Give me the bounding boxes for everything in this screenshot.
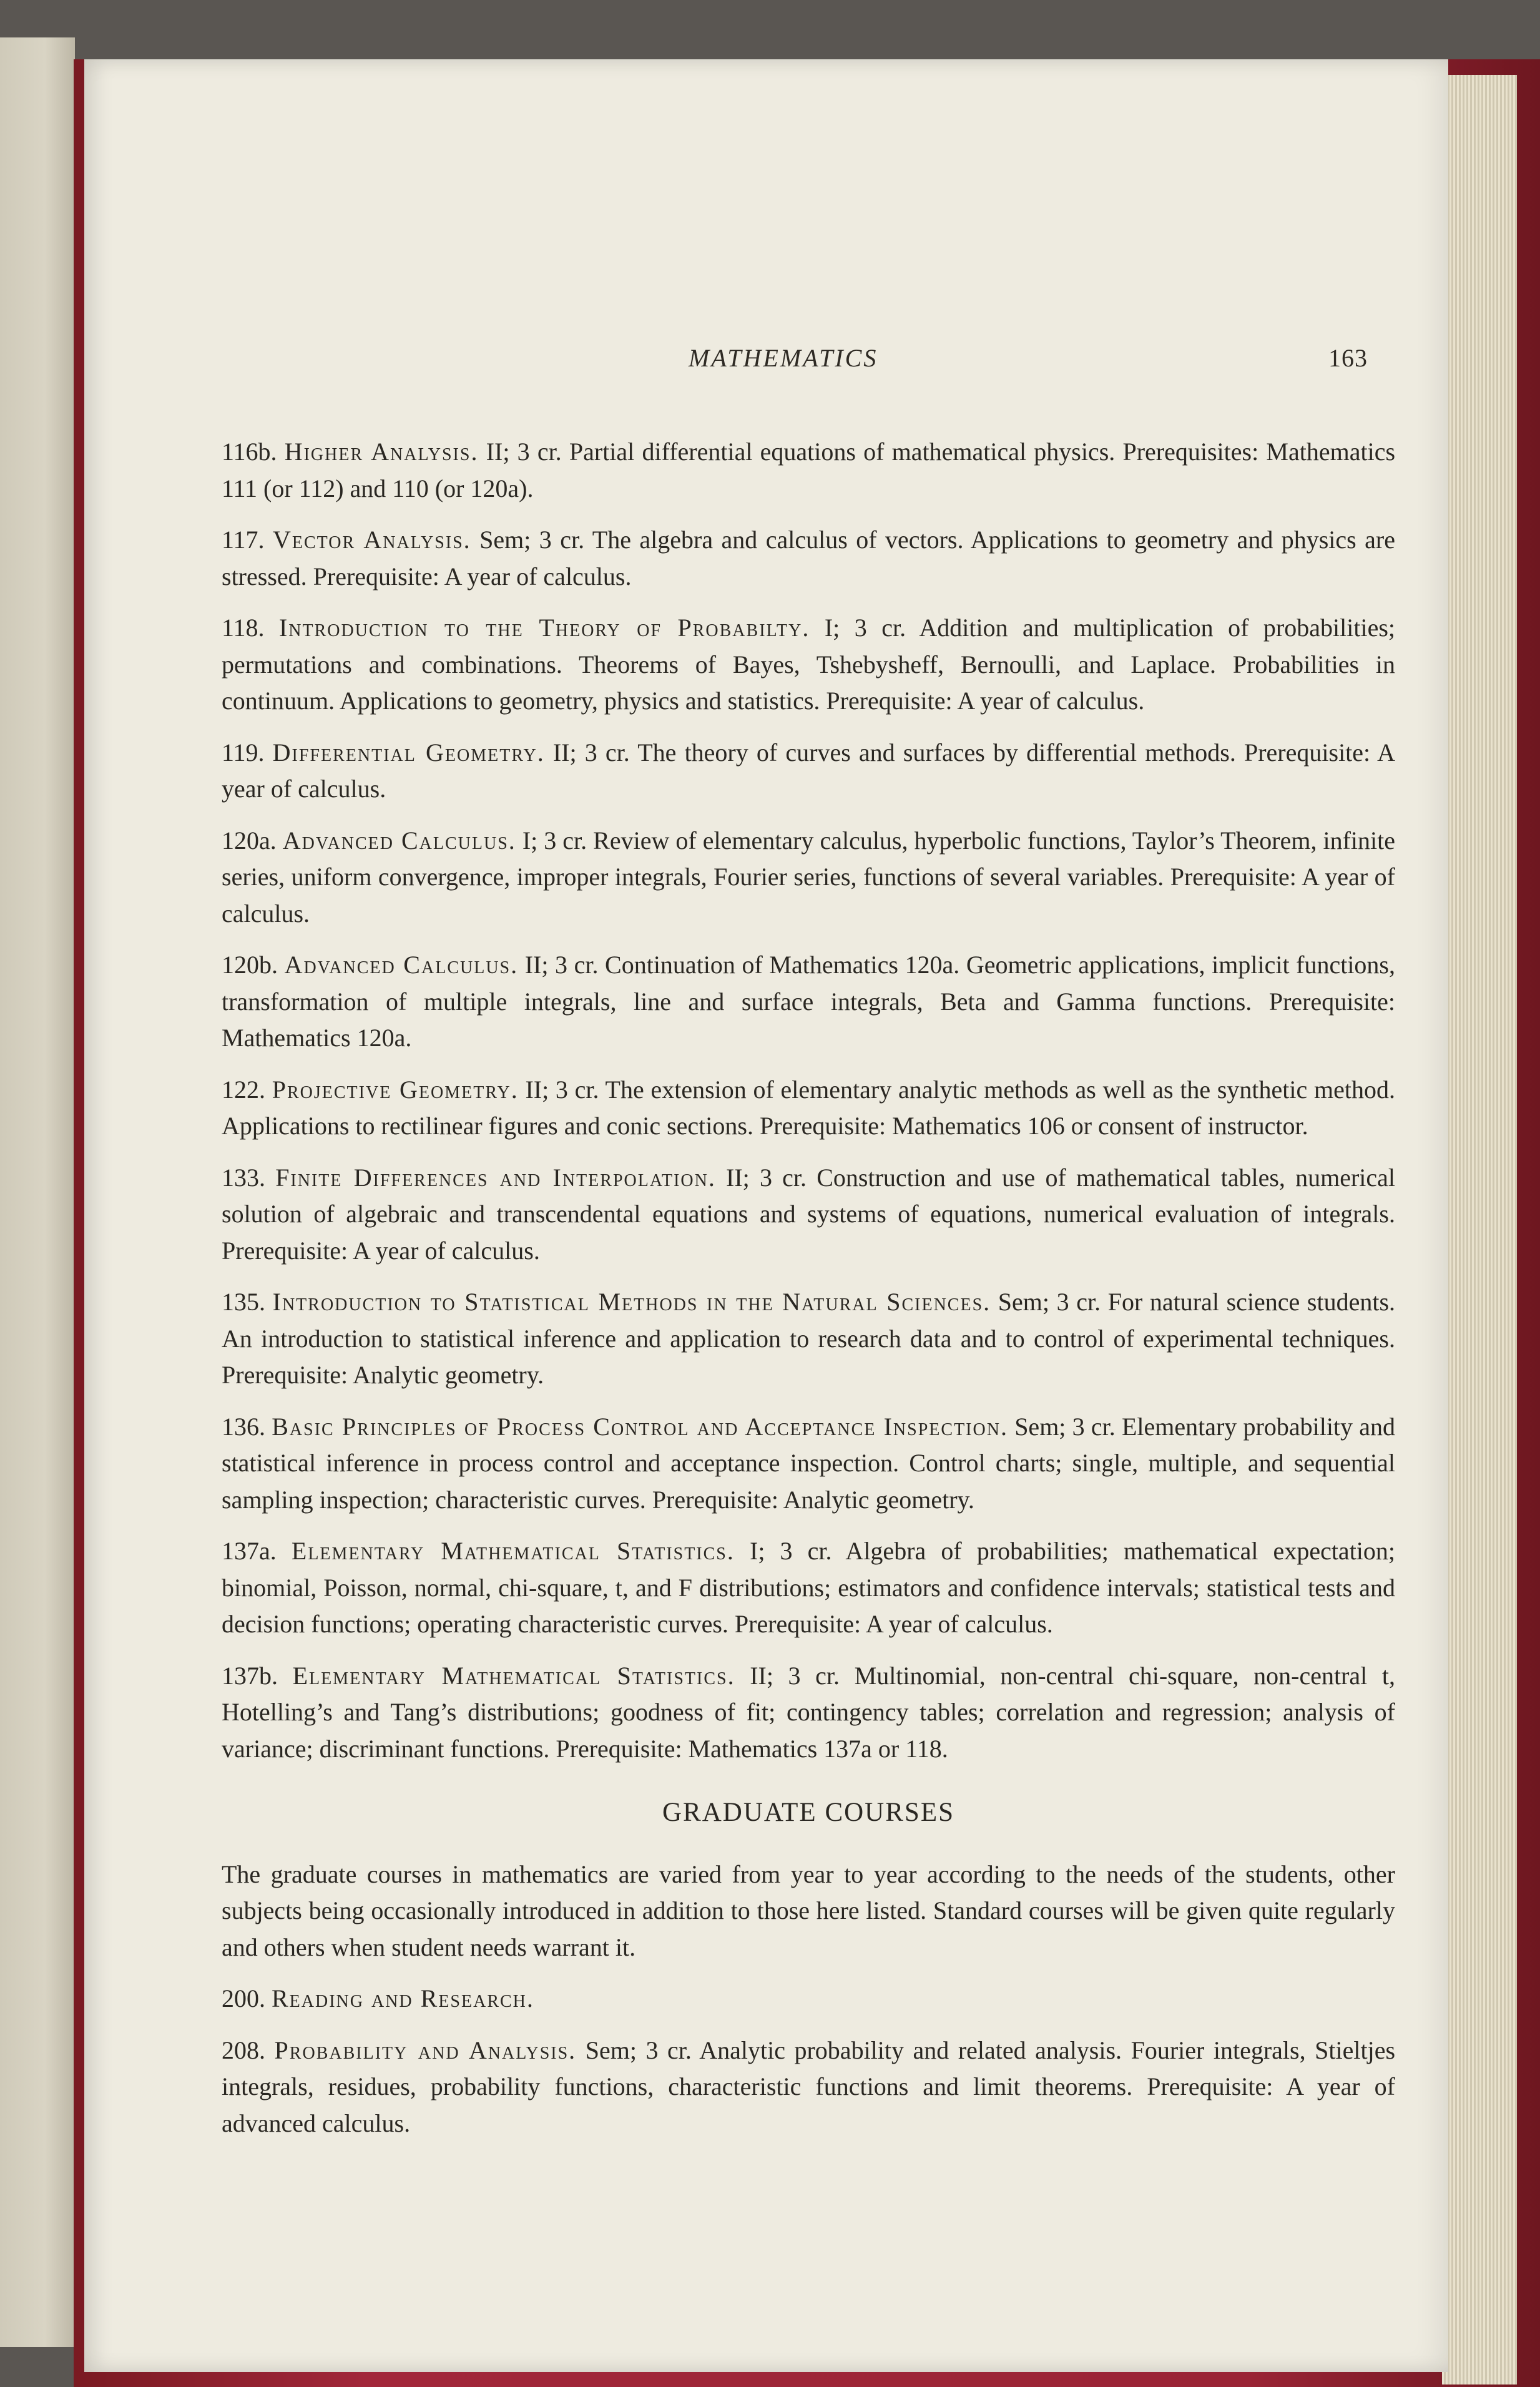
- course-number: 133.: [222, 1163, 265, 1192]
- course-description: I; 3 cr. Review of elementary calculus, hyperbolic functions, Taylor’s Theorem, infinite series, uniform convergence, improper integrals, Fourier series, functions of several variables. Prerequisite: A year of calculus.: [222, 826, 1395, 928]
- course-description: II; 3 cr. Construction and use of mathematical tables, numerical solution of algebraic and transcendental equations and systems of equations, numerical evaluation of integrals. Prerequisite: A year of calculus.: [222, 1163, 1396, 1265]
- course-title: Finite Differences and Interpolation.: [275, 1163, 716, 1192]
- book-page: [84, 59, 1448, 2372]
- course-description: Sem; 3 cr. Elementary probability and statistical inference in process control and acceptance inspection. Control charts; single, multiple, and sequential sampling inspection; characteristic curves. Prerequisite: Analytic geometry.: [222, 1412, 1396, 1514]
- course-number: 118.: [222, 614, 265, 642]
- course-number: 122.: [222, 1075, 265, 1104]
- course-title: Differential Geometry.: [272, 738, 545, 767]
- course-entry: [222, 1533, 1395, 1643]
- course-description: II; 3 cr. Continuation of Mathematics 120a. Geometric applications, implicit functions, transformation of multiple integrals, line and surface integrals, Beta and Gamma functions. Prerequisite: Mathematics 120a.: [222, 951, 1395, 1052]
- course-title: Basic Principles of Process Control and Acceptance Inspection.: [272, 1412, 1008, 1441]
- course-number: 120a.: [222, 826, 277, 855]
- course-title: Introduction to Statistical Methods in the Natural Sciences.: [272, 1288, 991, 1316]
- undergraduate-course-list: [222, 434, 1395, 1767]
- course-description: II; 3 cr. The extension of elementary analytic methods as well as the synthetic method. Applications to rectilinear figures and conic sections. Prerequisite: Mathematics 106 or consent of instructor.: [222, 1075, 1395, 1140]
- course-number: 136.: [222, 1412, 265, 1441]
- course-entry: [222, 1658, 1395, 1768]
- graduate-intro-paragraph: The graduate courses in mathematics are varied from year to year according to the needs of the students, other subjects being occasionally introduced in addition to those here listed. Standard courses will be given quite regularly and others when student needs warrant it.: [222, 1860, 1395, 1961]
- course-title: Elementary Mathematical Statistics.: [291, 1537, 735, 1565]
- course-entry: [222, 1160, 1395, 1270]
- course-entry: [222, 1409, 1395, 1519]
- course-title: Vector Analysis.: [272, 526, 471, 554]
- course-title: Advanced Calculus.: [284, 951, 519, 979]
- course-description: II; 3 cr. Partial differential equations of mathematical physics. Prerequisites: Mathematics 111 (or 112) and 110 (or 120a).: [222, 438, 1396, 502]
- course-title: Advanced Calculus.: [282, 826, 516, 855]
- page-edges: [1442, 75, 1517, 2385]
- course-title: Probability and Analysis.: [274, 2036, 577, 2064]
- course-number: 119.: [222, 738, 265, 767]
- course-title: Introduction to the Theory of Probabilty.: [278, 614, 810, 642]
- course-title: Reading and Research.: [272, 1984, 534, 2012]
- course-description: II; 3 cr. Multinomial, non-central chi-square, non-central t, Hotelling’s and Tang’s distributions; goodness of fit; contingency tables; correlation and regression; analysis of variance; discriminant functions. Prerequisite: Mathematics 137a or 118.: [222, 1661, 1396, 1763]
- facing-page-edge: [0, 37, 75, 2347]
- course-listing: [222, 434, 1395, 2157]
- course-description: Sem; 3 cr. For natural science students. An introduction to statistical inference and application to research data and to control of experimental techniques. Prerequisite: Analytic geometry.: [222, 1288, 1396, 1389]
- course-number: 117.: [222, 526, 265, 554]
- course-number: 200.: [222, 1984, 265, 2012]
- course-entry: [222, 1981, 1395, 2017]
- running-head-title: MATHEMATICS: [689, 344, 878, 372]
- course-description: Sem; 3 cr. Analytic probability and related analysis. Fourier integrals, Stieltjes integrals, residues, probability functions, characteristic functions and limit theorems. Prerequisite: A year of advanced calculus.: [222, 2036, 1396, 2137]
- course-title: Higher Analysis.: [284, 438, 479, 466]
- graduate-course-list: [222, 1981, 1395, 2142]
- course-number: 137b.: [222, 1661, 278, 1690]
- course-number: 135.: [222, 1288, 265, 1316]
- course-entry: [222, 735, 1395, 808]
- course-description: I; 3 cr. Algebra of probabilities; mathematical expectation; binomial, Poisson, normal, chi-square, t, and F distributions; estimators and confidence intervals; statistical tests and decision functions; operating characteristic curves. Prerequisite: A year of calculus.: [222, 1537, 1396, 1638]
- course-entry: [222, 1072, 1395, 1145]
- course-entry: [222, 434, 1395, 507]
- course-description: Sem; 3 cr. The algebra and calculus of vectors. Applications to geometry and physics are stressed. Prerequisite: A year of calculus.: [222, 526, 1396, 591]
- course-entry: [222, 823, 1395, 933]
- course-entry: [222, 522, 1395, 595]
- course-number: 120b.: [222, 951, 278, 979]
- course-title: Elementary Mathematical Statistics.: [292, 1661, 735, 1690]
- course-entry: [222, 947, 1395, 1057]
- course-number: 137a.: [222, 1537, 277, 1565]
- page-number: 163: [1328, 344, 1368, 372]
- course-number: 208.: [222, 2036, 265, 2064]
- graduate-courses-heading: GRADUATE COURSES: [662, 1798, 955, 1827]
- course-title: Projective Geometry.: [272, 1075, 519, 1104]
- course-entry: [222, 610, 1395, 720]
- course-description: II; 3 cr. The theory of curves and surfaces by differential methods. Prerequisite: A year of calculus.: [222, 738, 1395, 803]
- course-entry: [222, 1284, 1395, 1394]
- course-number: 116b.: [222, 438, 277, 466]
- course-description: I; 3 cr. Addition and multiplication of probabilities; permutations and combinations. Theorems of Bayes, Tshebysheff, Bernoulli, and Laplace. Probabilities in continuum. Applications to geometry, physics and statistics. Prerequisite: A year of calculus.: [222, 614, 1396, 715]
- course-entry: [222, 2032, 1395, 2142]
